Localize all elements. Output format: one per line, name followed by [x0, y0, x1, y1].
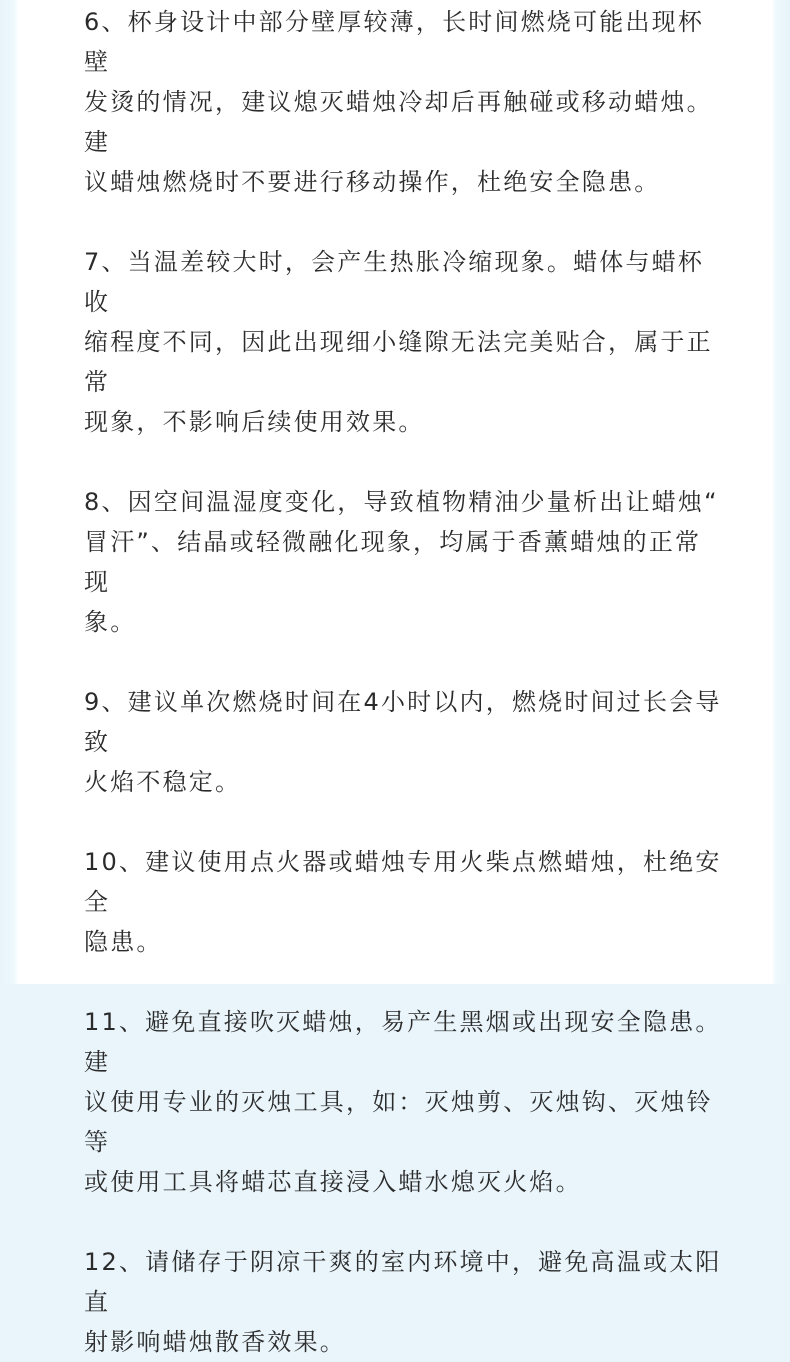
note-item-11: 11、避免直接吹灭蜡烛，易产生黑烟或出现安全隐患。建 议使用专业的灭烛工具，如：灭烛剪、灭烛钩、灭烛铃等 或使用工具将蜡芯直接浸入蜡水熄灭火焰。 [84, 1008, 722, 1196]
note-item-7: 7、当温差较大时，会产生热胀冷缩现象。蜡体与蜡杯收 缩程度不同，因此出现细小缝隙无法完美贴合，属于正常 现象，不影响后续使用效果。 [84, 248, 713, 436]
note-item-9: 9、建议单次燃烧时间在4小时以内，燃烧时间过长会导致 火焰不稳定。 [84, 688, 722, 796]
note-item-8: 8、因空间温湿度变化，导致植物精油少量析出让蜡烛“ 冒汗”、结晶或轻微融化现象，均属于香薰蜡烛的正常现 象。 [84, 488, 719, 636]
note-item-6: 6、杯身设计中部分壁厚较薄，长时间燃烧可能出现杯壁 发烫的情况，建议熄灭蜡烛冷却后再触碰或移动蜡烛。建 议蜡烛燃烧时不要进行移动操作，杜绝安全隐患。 [84, 8, 713, 196]
note-item-12: 12、请储存于阴凉干爽的室内环境中，避免高温或太阳直 射影响蜡烛散香效果。 [84, 1248, 722, 1356]
note-item-10: 10、建议使用点火器或蜡烛专用火柴点燃蜡烛，杜绝安全 隐患。 [84, 848, 722, 956]
usage-notes-list [84, 0, 724, 1362]
